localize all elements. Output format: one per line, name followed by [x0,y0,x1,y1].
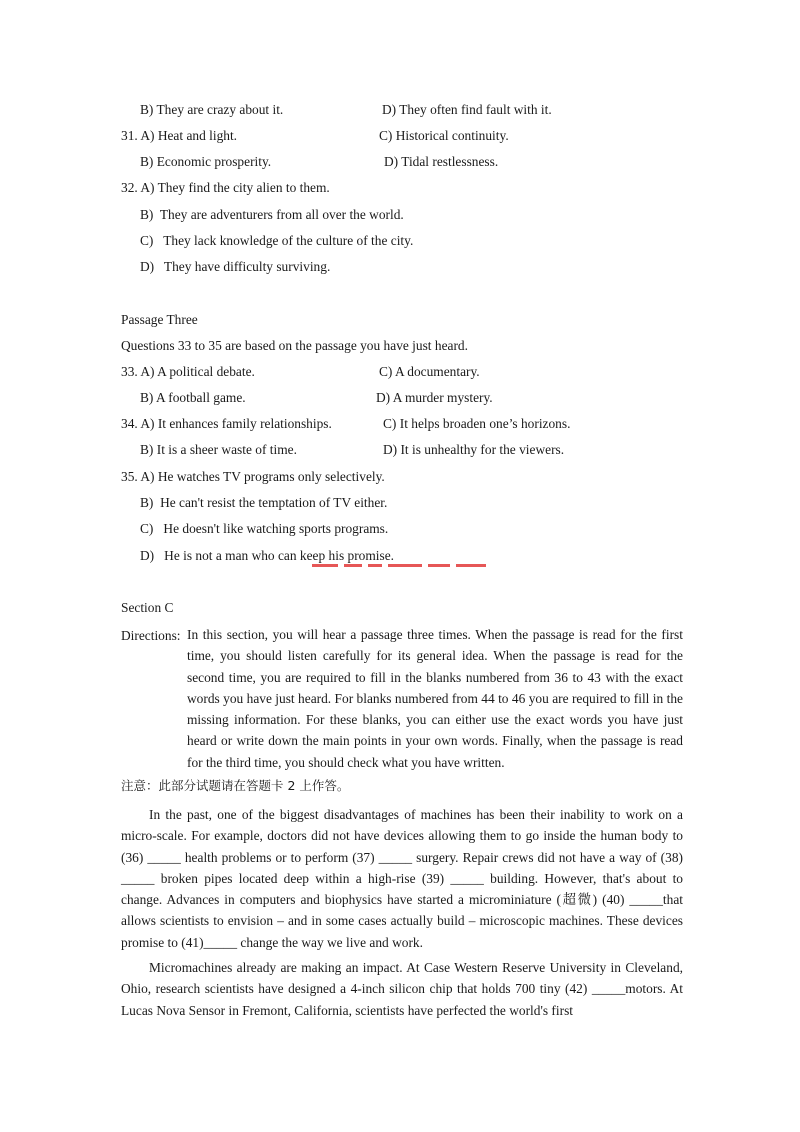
q31-option-d: D) Tidal restlessness. [384,154,499,169]
passage-paragraph-2: Micromachines already are making an impact. At Case Western Reserve University in Cleveland, Ohio, research scientists have designed a 4-inch silicon chip that holds 700 tiny (42) _____motors. At Lucas Nova Sensor in Fremont, California, scientists have perfected the world's first [121,960,683,1018]
passage-three-title: Passage Three [121,312,198,327]
q31-option-a: 31. A) Heat and light. [121,128,238,143]
red-stamp-mark [312,564,492,578]
directions-label: Directions: [121,628,181,643]
passage-three-intro: Questions 33 to 35 are based on the passage you have just heard. [121,338,468,353]
q31-option-b: B) Economic prosperity. [140,154,272,169]
q35-option-a: 35. A) He watches TV programs only selectively. [121,469,385,484]
section-c-title: Section C [121,600,174,615]
q31-option-c: C) Historical continuity. [379,128,509,143]
q33-option-a: 33. A) A political debate. [121,364,255,379]
q35-option-c: C) He doesn't like watching sports programs. [140,521,389,536]
q33-option-b: B) A football game. [140,390,246,405]
q32-option-a: 32. A) They find the city alien to them. [121,180,330,195]
answer-sheet-note: 注意：此部分试题请在答题卡 2 上作答。 [121,778,350,793]
q32-option-b: B) They are adventurers from all over the world. [140,207,404,222]
q32-option-c: C) They lack knowledge of the culture of the city. [140,233,414,248]
q30-option-d: D) They often find fault with it. [382,102,552,117]
q32-option-d: D) They have difficulty surviving. [140,259,331,274]
q34-option-d: D) It is unhealthy for the viewers. [383,442,565,457]
q34-option-c: C) It helps broaden one’s horizons. [383,416,571,431]
q34-option-b: B) It is a sheer waste of time. [140,442,297,457]
passage-paragraph-1: In the past, one of the biggest disadvantages of machines has been their inability to work on a micro-scale. For example, doctors did not have devices allowing them to go inside the human body to (36) _____ health problems or to perform (37) _____ surgery. Repair crews did not have a way of (38) _____ broken pipes located deep within a high-rise (39) _____ building. However, that's about to change. Advances in computers and biophysics have started a microminiature (超微) (40) _____that allows scientists to envision – and in some cases actually build – microscopic machines. These devices promise to (41)_____ change the way we live and work. [121,807,683,950]
q34-option-a: 34. A) It enhances family relationships. [121,416,332,431]
directions-text: In this section, you will hear a passage three times. When the passage is read for the first time, you should listen carefully for its general idea. When the passage is read for the second time, you are required to fill in the blanks numbered from 36 to 43 with the exact words you have just heard. For blanks numbered from 44 to 46 you are required to fill in the missing information. For these blanks, you can either use the exact words you have just heard or write down the main points in your own words. Finally, when the passage is read for the third time, you should check what you have written. [187,627,683,770]
q30-option-b: B) They are crazy about it. [140,102,284,117]
q33-option-d: D) A murder mystery. [376,390,493,405]
q35-option-d: D) He is not a man who can keep his promise. [140,548,394,563]
q35-option-b: B) He can't resist the temptation of TV either. [140,495,388,510]
q33-option-c: C) A documentary. [379,364,480,379]
